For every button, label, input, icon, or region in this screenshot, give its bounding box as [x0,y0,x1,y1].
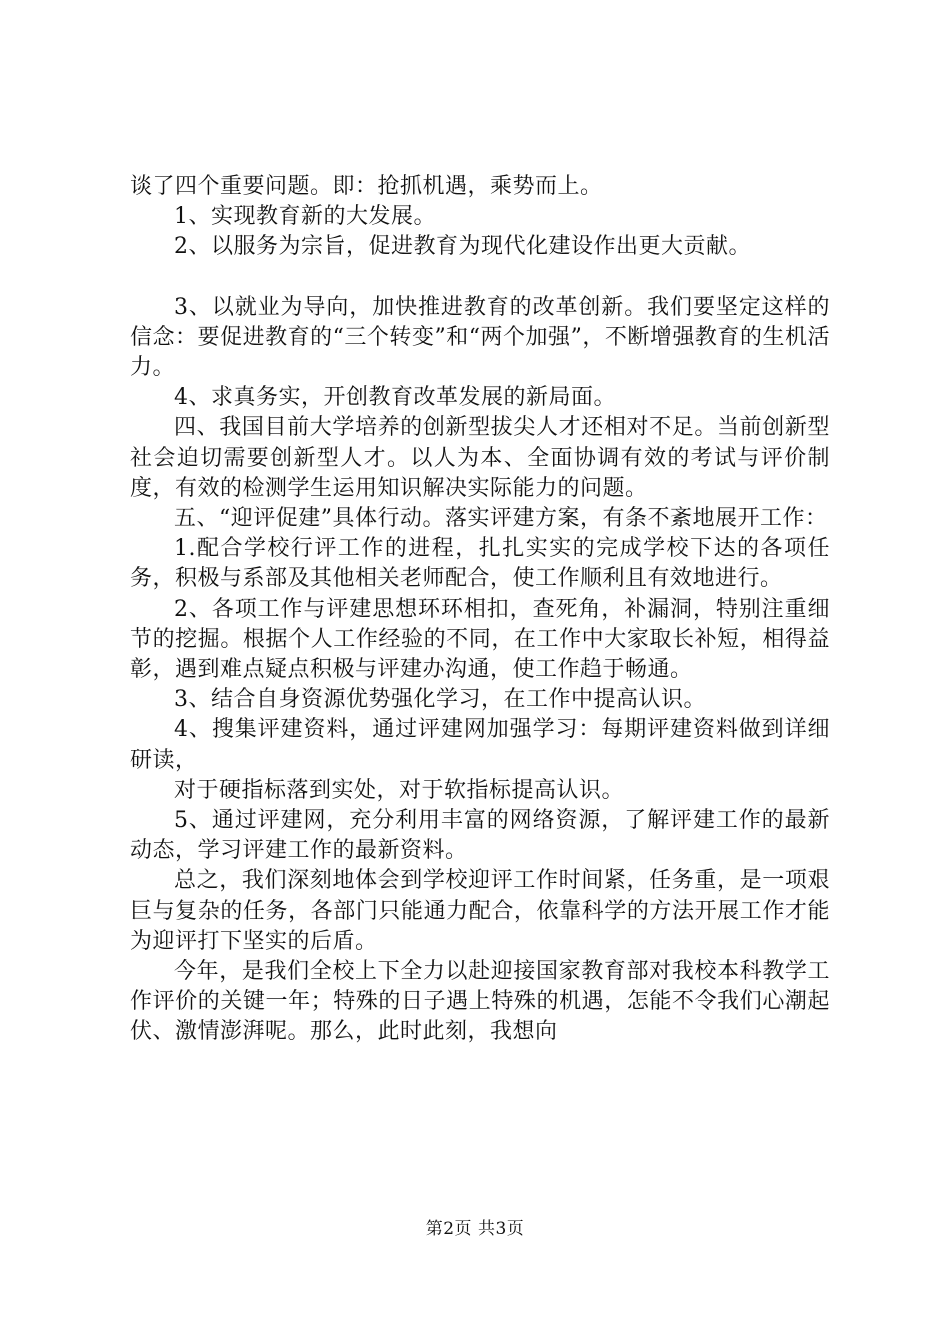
paragraph-9: 2、各项工作与评建思想环环相扣，查死角，补漏洞，特别注重细节的挖掘。根据个人工作经验的不同，在工作中大家取长补短，相得益彰，遇到难点疑点积极与评建办沟通，使工作趋于畅通。 [130,596,830,683]
body-text [130,172,830,1048]
paragraph-3: 2、以服务为宗旨，促进教育为现代化建设作出更大贡献。 [174,234,751,260]
paragraph-8: 1.配合学校行评工作的进程，扎扎实实的完成学校下达的各项任务，积极与系部及其他相关老师配合，使工作顺利且有效地进行。 [130,536,830,592]
paragraph-1: 谈了四个重要问题。即：抢抓机遇，乘势而上。 [130,174,603,199]
paragraph-7: 五、“迎评促建”具体行动。落实评建方案，有条不紊地展开工作： [174,506,828,532]
paragraph-11: 4、搜集评建资料，通过评建网加强学习：每期评建资料做到详细研读， [130,717,830,773]
paragraph-14: 总之，我们深刻地体会到学校迎评工作时间紧，任务重，是一项艰巨与复杂的任务，各部门只能通力配合，依靠科学的方法开展工作才能为迎评打下坚实的后盾。 [130,868,830,954]
paragraph-2: 1、实现教育新的大发展。 [174,204,436,230]
paragraph-10: 3、结合自身资源优势强化学习，在工作中提高认识。 [174,687,706,713]
paragraph-12: 对于硬指标落到实处，对于软指标提高认识。 [174,777,625,803]
paragraph-4: 3、以就业为导向，加快推进教育的改革创新。我们要坚定这样的信念：要促进教育的“三个转变”和“两个加强”，不断增强教育的生机活力。 [130,294,830,381]
page-footer: 第2页 共3页 [425,1219,525,1239]
paragraph-6: 四、我国目前大学培养的创新型拔尖人才还相对不足。当前创新型社会迫切需要创新型人才。以人为本、全面协调有效的考试与评价制度，有效的检测学生运用知识解决实际能力的问题。 [130,415,830,501]
paragraph-5: 4、求真务实，开创教育改革发展的新局面。 [174,385,616,411]
paragraph-15: 今年，是我们全校上下全力以赴迎接国家教育部对我校本科教学工作评价的关键一年；特殊的日子遇上特殊的机遇，怎能不令我们心潮起伏、激情澎湃呢。那么，此时此刻，我想向 [130,959,830,1045]
paragraph-13: 5、通过评建网，充分利用丰富的网络资源，了解评建工作的最新动态，学习评建工作的最新资料。 [130,808,830,864]
